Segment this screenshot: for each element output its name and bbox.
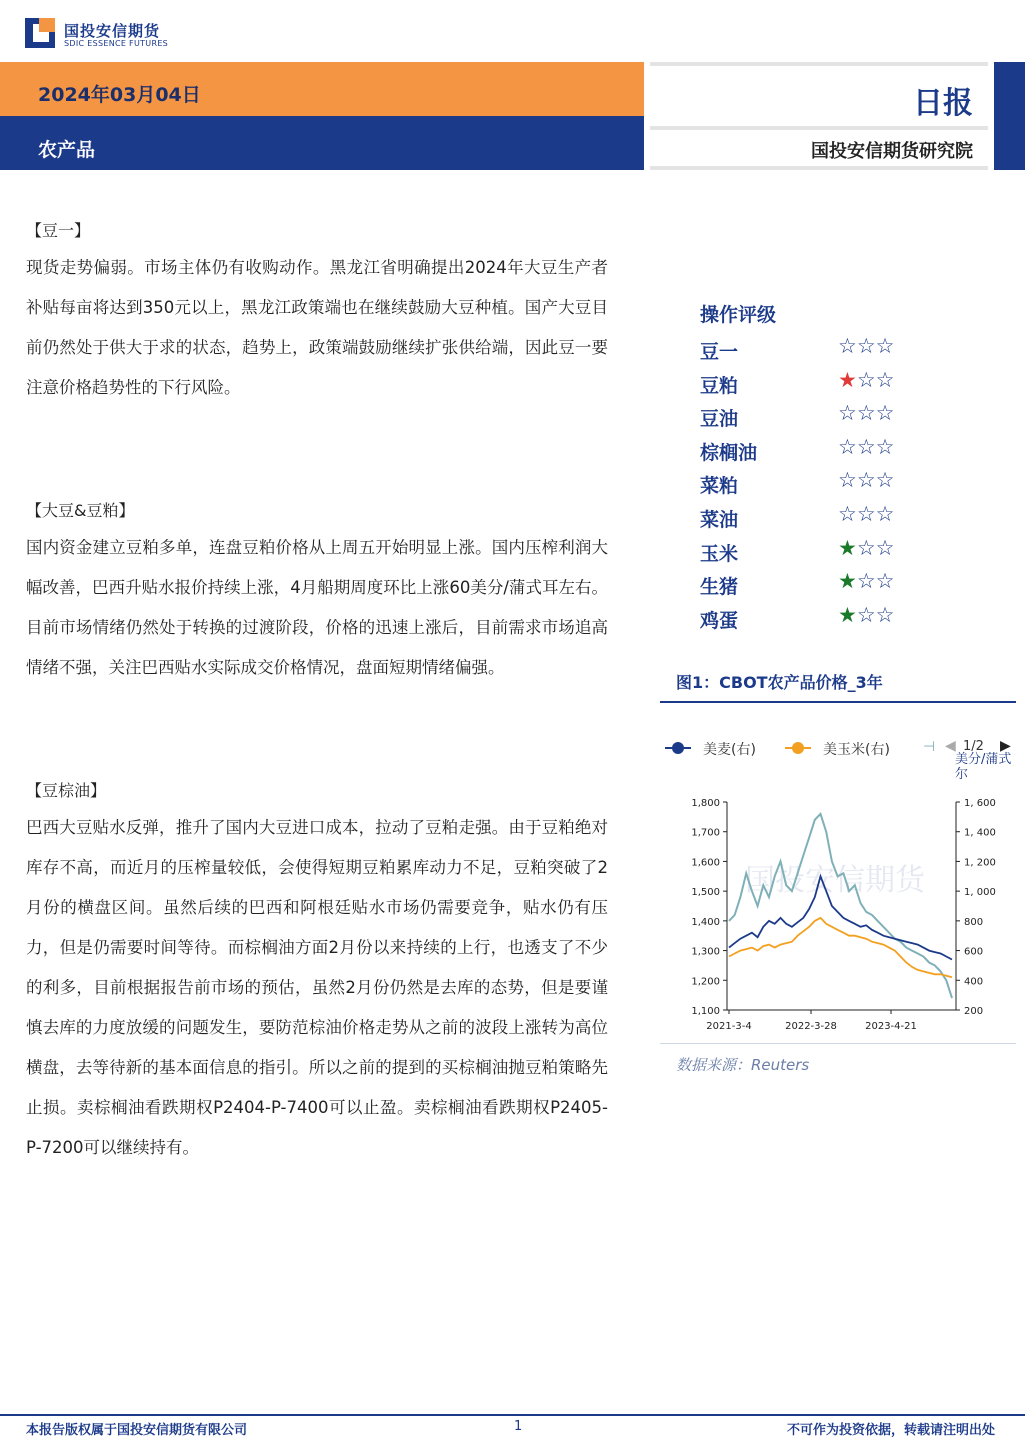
left-tick-label: 1,500 bbox=[691, 887, 720, 899]
figure-title-rule bbox=[660, 701, 1016, 703]
star-empty-icon: ☆ bbox=[856, 502, 876, 526]
rating-title: 操作评级 bbox=[700, 304, 777, 326]
star-empty-icon: ☆ bbox=[856, 535, 876, 560]
star-empty-icon: ☆ bbox=[875, 401, 895, 426]
left-tick-label: 1,700 bbox=[691, 827, 720, 839]
rating-item-name: 生猪 bbox=[700, 576, 739, 599]
header-divider bbox=[650, 126, 988, 130]
rating-item-name: 菜油 bbox=[700, 509, 739, 531]
header-accent-strip bbox=[994, 62, 1025, 170]
star-empty-icon: ☆ bbox=[856, 569, 876, 594]
rating-item-name: 豆一 bbox=[700, 341, 739, 363]
star-empty-icon: ☆ bbox=[838, 434, 857, 459]
star-filled-icon: ★ bbox=[838, 535, 857, 560]
rating-row bbox=[700, 535, 920, 569]
company-logo-icon bbox=[25, 18, 55, 48]
legend-next-icon[interactable]: ▶ bbox=[1000, 738, 1011, 754]
star-empty-icon: ☆ bbox=[838, 334, 857, 358]
star-empty-icon: ☆ bbox=[875, 602, 895, 627]
x-tick-label: 2022-3-28 bbox=[785, 1021, 837, 1032]
footer-disclaimer: 不可作为投资依据，转载请注明出处 bbox=[786, 1423, 995, 1438]
star-filled-icon: ★ bbox=[838, 569, 857, 594]
rating-stars-icon bbox=[838, 401, 894, 425]
left-tick-label: 1,400 bbox=[691, 916, 720, 928]
star-empty-icon: ☆ bbox=[875, 468, 895, 493]
left-tick-label: 1,100 bbox=[691, 1006, 720, 1017]
rating-row bbox=[700, 367, 920, 401]
rating-item-name: 玉米 bbox=[700, 542, 739, 565]
header-divider bbox=[650, 166, 988, 170]
rating-stars-icon bbox=[838, 468, 894, 492]
star-empty-icon: ☆ bbox=[838, 502, 857, 526]
star-empty-icon: ☆ bbox=[856, 602, 876, 627]
category-band bbox=[0, 116, 644, 170]
star-empty-icon: ☆ bbox=[856, 334, 876, 358]
left-tick-label: 1,800 bbox=[691, 798, 720, 809]
right-tick-label: 800 bbox=[964, 916, 984, 928]
legend-prev-icon[interactable]: ◀ bbox=[945, 738, 956, 754]
rating-item-name: 菜粕 bbox=[700, 475, 739, 498]
chart-legend bbox=[665, 738, 1011, 760]
right-axis-unit: 美分/蒲式尔 bbox=[955, 752, 1012, 782]
rating-row bbox=[700, 434, 920, 468]
figure-source: 数据来源：Reuters bbox=[676, 1056, 810, 1074]
star-empty-icon: ☆ bbox=[875, 502, 895, 526]
star-filled-icon: ★ bbox=[838, 602, 857, 627]
star-empty-icon: ☆ bbox=[838, 468, 857, 493]
report-type: 日报 bbox=[913, 86, 973, 121]
legend-pager: 1/2 bbox=[963, 739, 984, 754]
rating-item-name: 豆油 bbox=[700, 408, 739, 431]
rating-item-name: 豆粕 bbox=[700, 374, 739, 397]
right-tick-label: 600 bbox=[964, 946, 984, 958]
chart-watermark: 国投安信期货 bbox=[745, 863, 925, 898]
figure-bottom-rule bbox=[660, 1043, 1016, 1044]
institute-name: 国投安信期货研究院 bbox=[811, 141, 973, 162]
footer-copyright: 本报告版权属于国投安信期货有限公司 bbox=[26, 1423, 248, 1438]
star-empty-icon: ☆ bbox=[875, 535, 895, 560]
right-tick-label: 200 bbox=[964, 1006, 984, 1017]
right-tick-label: 1, 000 bbox=[964, 887, 996, 899]
legend-item-wheat: 美麦(右) bbox=[703, 742, 756, 758]
rating-stars-icon bbox=[838, 368, 894, 392]
rating-row bbox=[700, 602, 920, 636]
x-tick-label: 2021-3-4 bbox=[706, 1021, 752, 1032]
legend-overflow-icon: ⊣ bbox=[923, 739, 936, 755]
rating-row bbox=[700, 334, 920, 367]
figure-title: 图1：CBOT农产品价格_3年 bbox=[676, 673, 883, 692]
star-empty-icon: ☆ bbox=[875, 434, 895, 459]
right-tick-label: 1, 600 bbox=[964, 798, 996, 809]
rating-row bbox=[700, 569, 920, 602]
cbot-price-chart bbox=[660, 785, 1016, 1040]
right-tick-label: 1, 200 bbox=[964, 857, 996, 869]
rating-stars-icon bbox=[838, 569, 894, 593]
rating-row bbox=[700, 401, 920, 434]
section-body: 巴西大豆贴水反弹，推升了国内大豆进口成本，拉动了豆粕走强。由于豆粕绝对库存不高，而近月的压榨量较低，会使得短期豆粕累库动力不足，豆粕突破了2月份的横盘区间。虽然后续的巴西和阿根廷贴水市场仍需要竞争，贴水仍有压力，但是仍需要时间等待。而棕榈油方面2月份以来持续的上行，也透支了不少的利多，目前根据报告前市场的预估，虽然2月份仍然是去库的态势，但是要谨慎去库的力度放缓的问题发生，要防范棕油价格走势从之前的波段上涨转为高位横盘，去等待新的基本面信息的指引。所以之前的提到的买棕榈油抛豆粕策略先止损。卖棕榈油看跌期权P2404-P-7400可以止盈。卖棕榈油看跌期权P2405-P-7200可以继续持有。 bbox=[26, 818, 608, 1157]
legend-item-corn: 美玉米(右) bbox=[823, 742, 890, 758]
rating-stars-icon bbox=[838, 435, 894, 459]
rating-row bbox=[700, 468, 920, 501]
section-heading: 【豆一】 bbox=[26, 221, 91, 240]
star-empty-icon: ☆ bbox=[875, 569, 895, 594]
section-body: 现货走势偏弱。市场主体仍有收购动作。黑龙江省明确提出2024年大豆生产者补贴每亩将达到350元以上，黑龙江政策端也在继续鼓励大豆种植。国产大豆目前仍然处于供大于求的状态，趋势上，政策端鼓励继续扩张供给端，因此豆一要注意价格趋势性的下行风险。 bbox=[26, 258, 608, 397]
rating-stars-icon bbox=[838, 502, 894, 526]
star-empty-icon: ☆ bbox=[856, 434, 876, 459]
star-empty-icon: ☆ bbox=[875, 367, 895, 392]
section-heading: 【豆棕油】 bbox=[26, 781, 107, 800]
left-tick-label: 1,600 bbox=[691, 857, 720, 869]
report-date: 2024年03月04日 bbox=[38, 84, 201, 106]
right-tick-label: 1, 400 bbox=[964, 827, 996, 839]
star-empty-icon: ☆ bbox=[838, 401, 857, 426]
right-tick-label: 400 bbox=[964, 976, 984, 988]
star-empty-icon: ☆ bbox=[856, 468, 876, 493]
star-empty-icon: ☆ bbox=[875, 334, 895, 358]
rating-row bbox=[700, 502, 920, 535]
rating-item-name: 棕榈油 bbox=[700, 441, 758, 464]
left-tick-label: 1,200 bbox=[691, 976, 720, 988]
star-empty-icon: ☆ bbox=[856, 367, 876, 392]
footer-rule bbox=[0, 1414, 1025, 1416]
star-filled-icon: ★ bbox=[838, 367, 857, 392]
left-tick-label: 1,300 bbox=[691, 946, 720, 958]
logo-name-en: SDIC ESSENCE FUTURES bbox=[64, 39, 169, 48]
x-tick-label: 2023-4-21 bbox=[865, 1021, 917, 1032]
star-empty-icon: ☆ bbox=[856, 401, 876, 426]
section-body: 国内资金建立豆粕多单，连盘豆粕价格从上周五开始明显上涨。国内压榨利润大幅改善，巴西升贴水报价持续上涨，4月船期周度环比上涨60美分/蒲式耳左右。目前市场情绪仍然处于转换的过渡阶段，价格的迅速上涨后，目前需求市场追高情绪不强，关注巴西贴水实际成交价格情况，盘面短期情绪偏强。 bbox=[26, 538, 608, 677]
rating-stars-icon bbox=[838, 603, 894, 627]
rating-stars-icon bbox=[838, 334, 894, 358]
logo-name-cn: 国投安信期货 bbox=[64, 22, 161, 40]
section-heading: 【大豆&豆粕】 bbox=[26, 501, 135, 520]
page-number: 1 bbox=[514, 1419, 523, 1434]
header-divider bbox=[650, 62, 988, 66]
rating-item-name: 鸡蛋 bbox=[700, 609, 739, 632]
report-category: 农产品 bbox=[38, 139, 96, 161]
rating-stars-icon bbox=[838, 536, 894, 560]
